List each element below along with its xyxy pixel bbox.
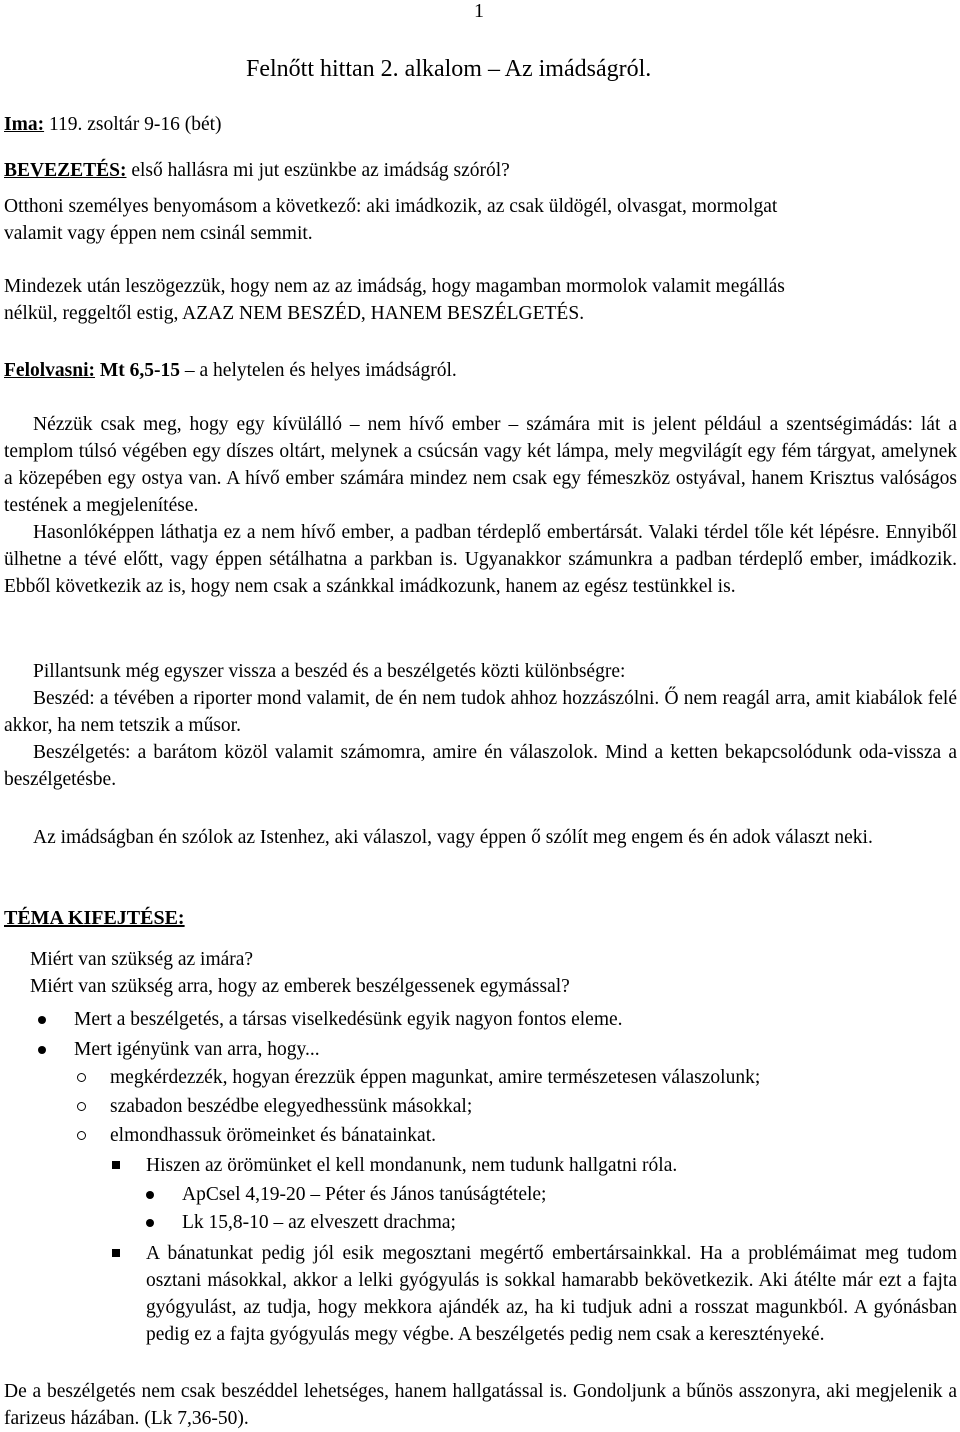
felolvasni-ref: Mt 6,5-15 <box>95 360 181 381</box>
bullet-disc-icon <box>146 1191 154 1199</box>
bullet-l3-item <box>146 1152 677 1179</box>
bullet-l2-item <box>110 1122 436 1149</box>
intro-line-2: valamit vagy éppen nem csinál semmit. <box>4 223 313 244</box>
bullet-l1-item <box>74 1006 623 1033</box>
bullet-disc-icon <box>38 1046 46 1054</box>
bullet-l4-item <box>182 1209 456 1236</box>
paragraph-imadsagban: Az imádságban én szólok az Istenhez, aki válaszol, vagy éppen ő szólít meg engem és én adok választ neki. <box>33 827 873 848</box>
closing-text: De a beszélgetés nem csak beszéddel lehetséges, hanem hallgatással is. Gondoljunk a bűnös asszonyra, aki megjelenik a farizeus házában. (Lk 7,36-50). <box>4 1381 957 1429</box>
felolvasni-label: Felolvasni: <box>4 360 95 381</box>
body-paragraphs-2 <box>4 658 957 793</box>
felolvasni-text: – a helytelen és helyes imádságról. <box>180 360 457 381</box>
bullet-l4-item <box>182 1181 546 1208</box>
ima-text: 119. zsoltár 9-16 (bét) <box>44 114 222 135</box>
bullet-l2-item <box>110 1064 760 1091</box>
bullet-l1-text: Mert a beszélgetés, a társas viselkedésünk egyik nagyon fontos eleme. <box>74 1009 623 1030</box>
bullet-l2-text: elmondhassuk örömeinket és bánatainkat. <box>110 1125 436 1146</box>
bevezetes-label: BEVEZETÉS: <box>4 160 127 181</box>
bullet-l2-text: megkérdezzék, hogyan érezzük éppen magunkat, amire természetesen válaszolunk; <box>110 1067 761 1088</box>
bullet-l2-item <box>110 1093 472 1120</box>
bullet-l4-text: Lk 15,8-10 – az elveszett drachma; <box>182 1212 456 1233</box>
paragraph-pillantsunk: Pillantsunk még egyszer vissza a beszéd és a beszélgetés közti különbségre: <box>33 661 626 682</box>
felolvasni-line <box>4 357 457 384</box>
body-paragraphs-1 <box>4 411 957 600</box>
page-number: 1 <box>474 0 484 22</box>
question-1: Miért van szükség az imára? <box>30 949 254 970</box>
paragraph-nezzuk: Nézzük csak meg, hogy egy kívülálló – nem hívő ember – számára mit is jelent például a szentségimádás: lát a templom túlsó végében egy díszes oltárt, melynek a csúcsán vagy két lámpa, mely megvilágít egy fém tárgyat, amelynek a közepében egy ostya van. A hívő ember számára mindez nem csak egy fémeszköz ostyával, hanem Krisztus valóságos testének a megjelenítése. <box>4 414 957 516</box>
closing-paragraph <box>4 1378 957 1432</box>
bullet-ring-icon <box>77 1102 86 1111</box>
paragraph-beszed: Beszéd: a tévében a riporter mond valamit, de én nem tudok ahhoz hozzászólni. Ő nem reagál arra, amit kiabálok felé akkor, ha nem tetszik a műsor. <box>4 688 957 736</box>
bullet-l1-item <box>74 1036 320 1063</box>
ima-line <box>4 111 222 138</box>
paragraph-beszelgetes: Beszélgetés: a barátom közöl valamit számomra, amire én válaszolok. Mind a ketten bekapcsolódunk oda-vissza a beszélgetésbe. <box>4 742 957 790</box>
bullet-ring-icon <box>77 1073 86 1082</box>
bullet-disc-icon <box>38 1016 46 1024</box>
bullet-l3-text: Hiszen az örömünket el kell mondanunk, nem tudunk hallgatni róla. <box>146 1155 678 1176</box>
bullet-l2-text: szabadon beszédbe elegyedhessünk másokkal; <box>110 1096 473 1117</box>
bullet-ring-icon <box>77 1131 86 1140</box>
body-paragraphs-3 <box>4 824 957 851</box>
section-heading-tema: TÉMA KIFEJTÉSE: <box>4 907 185 929</box>
bullet-l3-text: A bánatunkat pedig jól esik megosztani megértő embertársainkkal. Ha a problémáimat meg tudom osztani másokkal, akkor a lelki gyógyulás is sokkal hamarabb bekövetkezik. Aki átélte már ezt a fajta gyógyulást, az tudja, hogy mekkora ajándék az, ha ki tudjuk adni a rosszat magunkból. A gyónásban pedig ez a fajta gyógyulás megy végbe. A beszélgetés pedig nem csak a keresztényeké. <box>146 1243 957 1345</box>
paragraph-hasonlo: Hasonlóképpen láthatja ez a nem hívő ember, a padban térdeplő embertársát. Valaki térdel tőle két lépésre. Ennyiből ülhetne a tévé előtt, vagy éppen sétálhatna a parkban is. Ugyanakkor számunkra a padban térdeplő ember, imádkozik. Ebből következik az is, hogy nem csak a szánkkal imádkozunk, hanem az egész testünkkel is. <box>4 522 957 597</box>
bullet-square-icon <box>112 1249 120 1257</box>
mindezek-line-1: Mindezek után leszögezzük, hogy nem az az imádság, hogy magamban mormolok valamit megállás <box>4 276 785 297</box>
bullet-square-icon <box>112 1161 120 1169</box>
bevezetes-text: első hallásra mi jut eszünkbe az imádság szóról? <box>126 160 510 181</box>
intro-line-1: Otthoni személyes benyomásom a következő: aki imádkozik, az csak üldögél, olvasgat, mormolgat <box>4 196 778 217</box>
bullet-l4-text: ApCsel 4,19-20 – Péter és János tanúságtétele; <box>182 1184 547 1205</box>
bullet-disc-icon <box>146 1219 154 1227</box>
bullet-l1-text: Mert igényünk van arra, hogy... <box>74 1039 320 1060</box>
mindezek-line-2: nélkül, reggeltől estig, AZAZ NEM BESZÉD, HANEM BESZÉLGETÉS. <box>4 303 585 324</box>
page-title: Felnőtt hittan 2. alkalom – Az imádságról. <box>246 56 652 82</box>
question-2: Miért van szükség arra, hogy az emberek beszélgessenek egymással? <box>30 976 570 997</box>
ima-label: Ima: <box>4 114 45 135</box>
bullet-l3-item <box>146 1240 957 1348</box>
bevezetes-line <box>4 157 510 184</box>
